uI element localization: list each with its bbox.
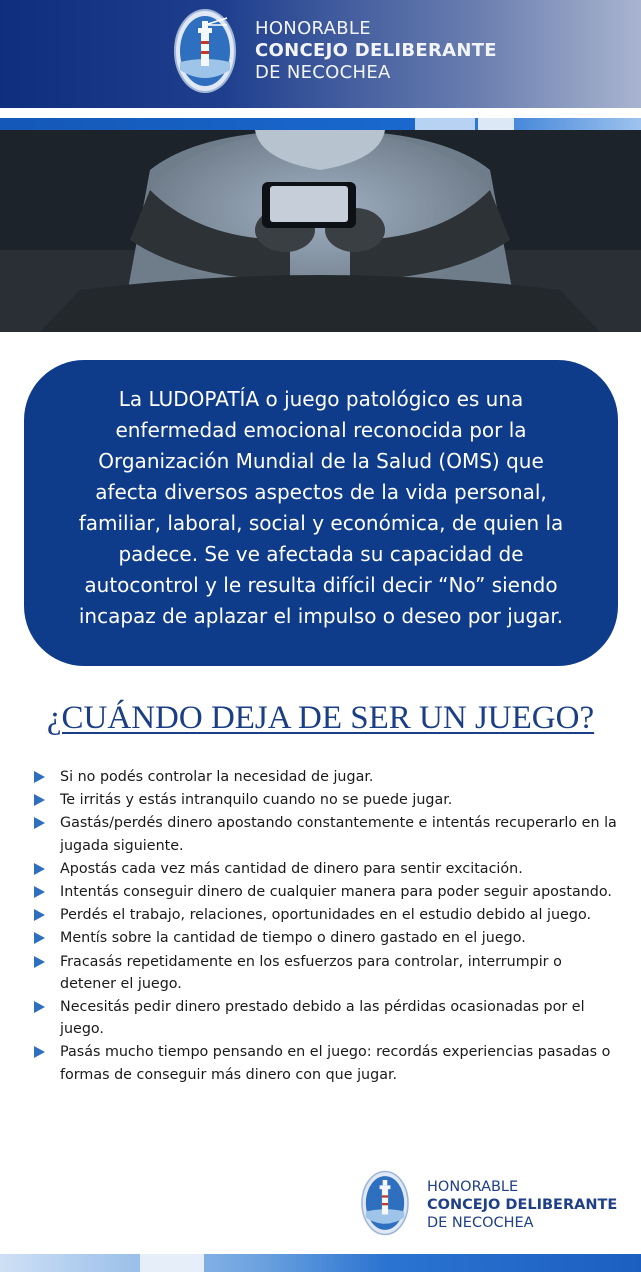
footer-title: [427, 1178, 617, 1232]
list-item-text: Perdés el trabajo, relaciones, oportunidades en el estudio debido al juego.: [60, 907, 591, 924]
list-item-text: Necesitás pedir dinero prestado debido a las pérdidas ocasionadas por el juego.: [60, 999, 585, 1038]
list-item-text: Mentís sobre la cantidad de tiempo o dinero gastado en el juego.: [60, 930, 526, 947]
arrow-bullet-icon: [34, 771, 45, 783]
list-item: [32, 904, 617, 926]
person-with-phone-illustration: [0, 130, 641, 332]
list-item-text: Gastás/perdés dinero apostando constantemente e intentás recuperarlo en la jugada siguiente.: [60, 815, 617, 854]
footer-stripe: [0, 1254, 641, 1272]
arrow-bullet-icon: [34, 863, 45, 875]
list-item: [32, 927, 617, 949]
stripe-tile: [140, 1254, 204, 1272]
stripe-tile: [415, 118, 475, 130]
arrow-bullet-icon: [34, 886, 45, 898]
list-item-text: Pasás mucho tiempo pensando en el juego: recordás experiencias pasadas o formas de conseguir más dinero con que jugar.: [60, 1044, 611, 1083]
list-item-text: Apostás cada vez más cantidad de dinero para sentir excitación.: [60, 860, 523, 877]
header-title-line3: DE NECOCHEA: [255, 62, 391, 83]
footer-title-line1: HONORABLE: [427, 1179, 519, 1195]
list-item: [32, 858, 617, 880]
header-title: [255, 18, 497, 84]
list-item-text: Intentás conseguir dinero de cualquier manera para poder seguir apostando.: [60, 884, 612, 901]
arrow-bullet-icon: [34, 956, 45, 968]
list-item: [32, 951, 617, 995]
header-title-line2: CONCEJO DELIBERANTE: [255, 40, 497, 61]
list-item: [32, 789, 617, 811]
header-banner: [0, 0, 641, 108]
lighthouse-emblem-icon: [173, 8, 237, 94]
lighthouse-emblem-icon: [360, 1170, 410, 1236]
question-heading: ¿CUÁNDO DEJA DE SER UN JUEGO?: [46, 700, 595, 736]
list-item-text: Te irritás y estás intranquilo cuando no se puede jugar.: [60, 792, 453, 809]
info-text: La LUDOPATÍA o juego patológico es una enfermedad emocional reconocida por la Organización Mundial de la Salud (OMS) que afecta diversos aspectos de la vida personal, familiar, laboral, social y económica, de quien la padece. Se ve afectada su capacidad de autocontrol y le resulta difícil decir “No” siendo incapaz de aplazar el impulso o deseo por jugar.: [78, 387, 564, 628]
arrow-bullet-icon: [34, 794, 45, 806]
arrow-bullet-icon: [34, 817, 45, 829]
header-stripe: [0, 118, 641, 130]
symptom-list: [32, 766, 617, 1087]
hero-photo: [0, 130, 641, 332]
info-box: [24, 360, 618, 666]
header-title-line1: HONORABLE: [255, 18, 371, 39]
arrow-bullet-icon: [34, 909, 45, 921]
list-item: [32, 812, 617, 856]
list-item-text: Si no podés controlar la necesidad de jugar.: [60, 769, 374, 785]
list-item-text: Fracasás repetidamente en los esfuerzos para controlar, interrumpir o detener el juego.: [60, 953, 562, 992]
list-item: [32, 1041, 617, 1085]
arrow-bullet-icon: [34, 1046, 45, 1058]
footer-title-line2: CONCEJO DELIBERANTE: [427, 1197, 618, 1213]
footer-title-line3: DE NECOCHEA: [427, 1215, 534, 1231]
list-item: [32, 881, 617, 903]
arrow-bullet-icon: [34, 932, 45, 944]
arrow-bullet-icon: [34, 1001, 45, 1013]
list-item: [32, 766, 617, 788]
list-item: [32, 996, 617, 1040]
